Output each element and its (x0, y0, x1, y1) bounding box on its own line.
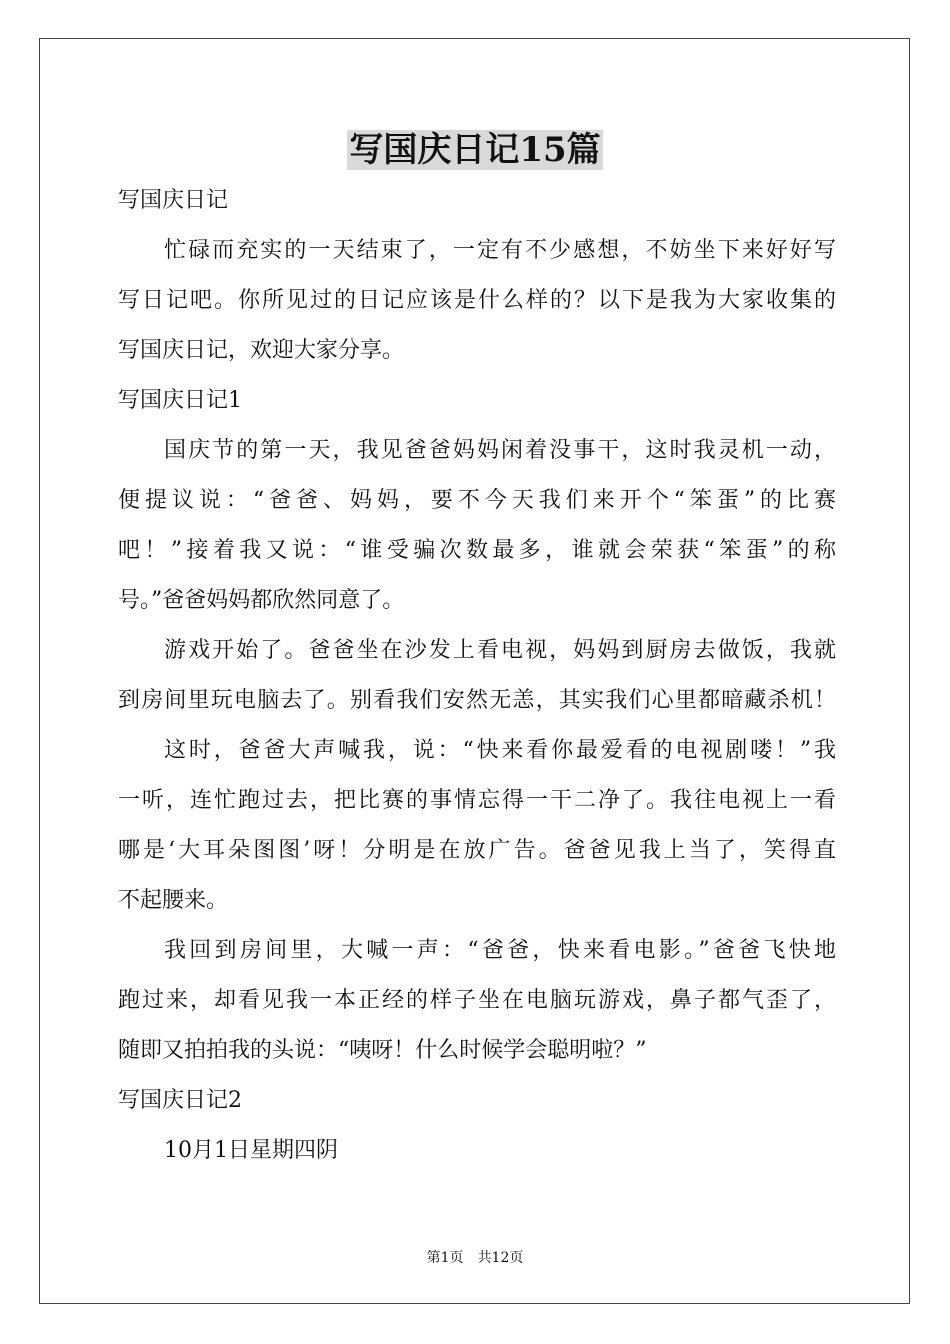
paragraph-line: 写国庆日记，欢迎大家分享。 (118, 338, 405, 363)
paragraph-line: 我回到房间里，大喊一声：“爸爸，快来看电影。”爸爸飞快地 (164, 938, 836, 963)
paragraph-line: 写日记吧。你所见过的日记应该是什么样的？以下是我为大家收集的 (118, 288, 836, 313)
document-body (118, 176, 836, 1176)
paragraph-line: 一听，连忙跑过去，把比赛的事情忘得一干二净了。我往电视上一看 (118, 788, 836, 813)
paragraph-line: 这时，爸爸大声喊我，说：“快来看你最爱看的电视剧喽！”我 (164, 738, 836, 763)
paragraph-line: 10月1日星期四阴 (164, 1138, 338, 1163)
section-heading: 写国庆日记2 (118, 1088, 242, 1113)
paragraph-line: 随即又拍拍我的头说：“咦呀！什么时候学会聪明啦？” (118, 1038, 647, 1063)
paragraph-line: 国庆节的第一天，我见爸爸妈妈闲着没事干，这时我灵机一动， (164, 438, 836, 463)
page-footer (0, 1248, 950, 1268)
document-title-text: 写国庆日记15篇 (349, 130, 601, 170)
paragraph-line: 不起腰来。 (118, 888, 229, 913)
paragraph-line: 号。”爸爸妈妈都欣然同意了。 (118, 588, 405, 613)
page-number-current: 第1页 (426, 1250, 464, 1266)
paragraph-line: 忙碌而充实的一天结束了，一定有不少感想，不妨坐下来好好写 (164, 238, 836, 263)
paragraph-line: 跑过来，却看见我一本正经的样子坐在电脑玩游戏，鼻子都气歪了， (118, 988, 836, 1013)
paragraph-line: 哪是‘大耳朵图图’呀！分明是在放广告。爸爸见我上当了，笑得直 (118, 838, 836, 863)
paragraph-line: 到房间里玩电脑去了。别看我们安然无恙，其实我们心里都暗藏杀机！ (118, 688, 836, 713)
document-title (0, 128, 950, 172)
page-number-total: 共12页 (477, 1250, 524, 1266)
section-heading: 写国庆日记1 (118, 388, 242, 413)
paragraph-line: 吧！”接着我又说：“谁受骗次数最多，谁就会荣获“笨蛋”的称 (118, 538, 836, 563)
paragraph-line: 便提议说：“爸爸、妈妈，要不今天我们来开个“笨蛋”的比赛 (118, 488, 836, 513)
paragraph-line: 游戏开始了。爸爸坐在沙发上看电视，妈妈到厨房去做饭，我就 (164, 638, 836, 663)
section-heading: 写国庆日记 (118, 188, 229, 213)
